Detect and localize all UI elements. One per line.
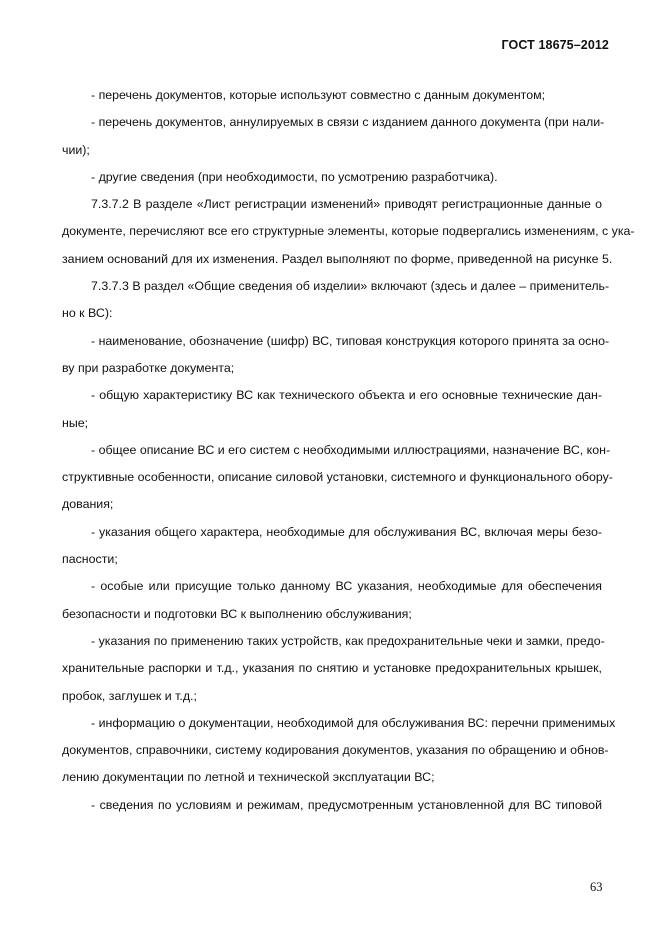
text-line: дования;: [62, 497, 114, 512]
text-line: пасности;: [62, 552, 118, 567]
text-line: документов, справочники, систему кодирования документов, указания по обращению и обнов-: [62, 743, 609, 758]
text-line: - указания по применению таких устройств, как предохранительные чеки и замки, предо-: [91, 633, 605, 648]
text-line: документе, перечисляют все его структурные элементы, которые подвергались изменениям, с ука-: [62, 224, 635, 239]
text-line: - перечень документов, аннулируемых в связи с изданием данного документа (при нали-: [91, 115, 605, 130]
page-number: 63: [590, 880, 603, 894]
text-line: хранительные распорки и т.д., указания по снятию и установке предохранительных крышек,: [62, 661, 602, 676]
text-line: ву при разработке документа;: [62, 360, 235, 375]
text-line: безопасности и подготовки ВС к выполнению обслуживания;: [62, 606, 412, 621]
text-line: - особые или присущие только данному ВС указания, необходимые для обеспечения: [91, 579, 602, 594]
text-line: пробок, заглушек и т.д.;: [62, 688, 197, 703]
text-line: структивные особенности, описание силовой установки, системного и функционального обору-: [62, 470, 613, 485]
text-line: чии);: [62, 142, 90, 157]
text-line: но к ВС):: [62, 306, 113, 321]
text-line: - наименование, обозначение (шифр) ВС, типовая конструкция которого принята за осно-: [91, 333, 610, 348]
text-line: - указания общего характера, необходимые для обслуживания ВС, включая меры безо-: [91, 524, 602, 539]
document-body: [62, 82, 635, 819]
text-line: - перечень документов, которые используют совместно с данным документом;: [91, 88, 546, 102]
text-line: - другие сведения (при необходимости, по усмотрению разработчика).: [91, 169, 498, 184]
text-line: - общую характеристику ВС как технического объекта и его основные технические дан-: [91, 388, 602, 403]
text-line: лению документации по летной и технической эксплуатации ВС;: [62, 770, 435, 785]
document-code-header: ГОСТ 18675–2012: [501, 38, 609, 52]
text-line: - общее описание ВС и его систем с необходимыми иллюстрациями, назначение ВС, кон-: [91, 442, 611, 457]
text-line: - информацию о документации, необходимой для обслуживания ВС: перечни применимых: [91, 715, 616, 730]
text-line: - сведения по условиям и режимам, предусмотренным установленной для ВС типовой: [91, 797, 602, 812]
text-line: 7.3.7.3 В раздел «Общие сведения об изделии» включают (здесь и далее – применитель-: [91, 279, 610, 294]
text-line: ные;: [62, 415, 89, 430]
text-line: 7.3.7.2 В разделе «Лист регистрации изменений» приводят регистрационные данные о: [91, 197, 602, 212]
text-line: занием оснований для их изменения. Раздел выполняют по форме, приведенной на рисунке 5.: [62, 251, 613, 266]
